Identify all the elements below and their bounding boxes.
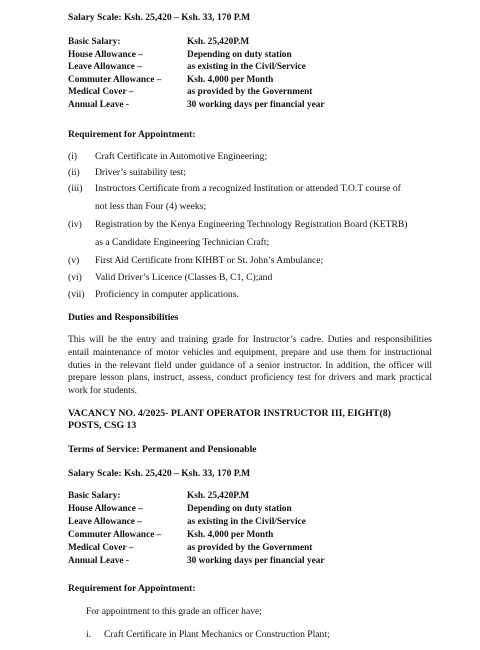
allowance-label: House Allowance – bbox=[68, 504, 143, 514]
allowance-label: Basic Salary: bbox=[68, 37, 121, 47]
list-text: Driver’s suitability test; bbox=[95, 167, 186, 178]
allowance-row bbox=[68, 86, 312, 99]
allowance-value: as provided by the Government bbox=[187, 87, 313, 97]
allowance-value: Ksh. 25,420P.M bbox=[187, 491, 250, 501]
allowance-row bbox=[68, 99, 324, 112]
allowance-value: Depending on duty station bbox=[187, 49, 292, 60]
list-number: (ii) bbox=[68, 167, 80, 178]
allowance-value: Ksh. 4,000 per Month bbox=[187, 74, 274, 85]
appointment-intro: For appointment to this grade an officer have; bbox=[86, 606, 262, 617]
salary-scale-1: Salary Scale: Ksh. 25,420 – Ksh. 33, 170 P.M bbox=[68, 12, 251, 23]
allowance-row bbox=[68, 61, 306, 74]
list-text: Proficiency in computer applications. bbox=[95, 289, 239, 300]
allowance-label: Leave Allowance – bbox=[68, 517, 142, 527]
allowance-value: 30 working days per financial year bbox=[187, 556, 325, 566]
allowance-label: Medical Cover – bbox=[68, 87, 134, 97]
duties-heading: Duties and Responsibilities bbox=[68, 312, 179, 323]
allowance-label: Leave Allowance – bbox=[68, 62, 142, 72]
allowance-value: 30 working days per financial year bbox=[187, 99, 325, 110]
allowance-label: Commuter Allowance – bbox=[68, 530, 162, 540]
allowance-label: House Allowance – bbox=[68, 49, 143, 60]
allowance-value: Depending on duty station bbox=[187, 504, 292, 514]
allowance-value: as existing in the Civil/Service bbox=[187, 517, 306, 527]
allowance-label: Commuter Allowance – bbox=[68, 74, 162, 85]
allowance-value: Ksh. 25,420P.M bbox=[187, 37, 250, 47]
allowance-row bbox=[68, 516, 306, 529]
list-text: not less than Four (4) weeks; bbox=[95, 201, 207, 212]
allowance-label: Basic Salary: bbox=[68, 491, 121, 501]
duties-paragraph: This will be the entry and training grade for Instructor’s cadre. Duties and responsibilities entail maintenance of motor vehicles and equipment, prepare and use them for instructional duties in the relevant field under guidance of a senior instructor. In addition, the officer will prepare lesson plans, instruct, assess, conduct proficiency test for drivers and mark practical work for students. bbox=[68, 335, 432, 397]
list-text: as a Candidate Engineering Technician Craft; bbox=[95, 237, 270, 248]
list-number: (iii) bbox=[68, 183, 83, 194]
allowance-row bbox=[68, 542, 312, 555]
allowance-row bbox=[68, 49, 292, 62]
list-text: First Aid Certificate from KIHBT or St. John’s Ambulance; bbox=[95, 255, 324, 266]
allowance-row bbox=[68, 529, 273, 542]
allowance-value: as provided by the Government bbox=[187, 543, 313, 553]
list-number: (vi) bbox=[68, 272, 82, 283]
list-number: (v) bbox=[68, 255, 80, 266]
allowance-row bbox=[68, 74, 273, 87]
allowance-value: as existing in the Civil/Service bbox=[187, 62, 306, 72]
allowance-row bbox=[68, 36, 249, 49]
list-number: (vii) bbox=[68, 289, 85, 300]
allowance-label: Annual Leave - bbox=[68, 99, 129, 110]
allowance-row bbox=[68, 490, 249, 503]
list-text: Registration by the Kenya Engineering Technology Registration Board (KETRB) bbox=[95, 219, 408, 230]
allowance-row bbox=[68, 503, 292, 516]
requirements-heading-1: Requirement for Appointment: bbox=[68, 129, 196, 140]
vacancy-title-line-2: POSTS, CSG 13 bbox=[68, 420, 137, 431]
list-text: Craft Certificate in Automotive Engineering; bbox=[95, 151, 268, 162]
allowance-value: Ksh. 4,000 per Month bbox=[187, 530, 274, 540]
allowance-row bbox=[68, 555, 324, 568]
allowance-label: Annual Leave - bbox=[68, 556, 129, 566]
list-number: i. bbox=[86, 629, 92, 640]
list-text: Valid Driver’s Licence (Classes B, C1, C);and bbox=[95, 272, 273, 283]
list-number: (i) bbox=[68, 151, 78, 162]
terms-of-service: Terms of Service: Permanent and Pensionable bbox=[68, 444, 257, 455]
list-text: Craft Certificate in Plant Mechanics or Construction Plant; bbox=[104, 629, 330, 640]
list-number: (iv) bbox=[68, 219, 82, 230]
list-text: Instructors Certificate from a recognized Institution or attended T.O.T course of bbox=[95, 183, 401, 194]
allowance-label: Medical Cover – bbox=[68, 543, 134, 553]
salary-scale-2: Salary Scale: Ksh. 25,420 – Ksh. 33, 170 P.M bbox=[68, 468, 251, 479]
requirements-heading-2: Requirement for Appointment: bbox=[68, 583, 196, 594]
vacancy-title-line-1: VACANCY NO. 4/2025- PLANT OPERATOR INSTRUCTOR III, EIGHT(8) bbox=[68, 408, 391, 419]
